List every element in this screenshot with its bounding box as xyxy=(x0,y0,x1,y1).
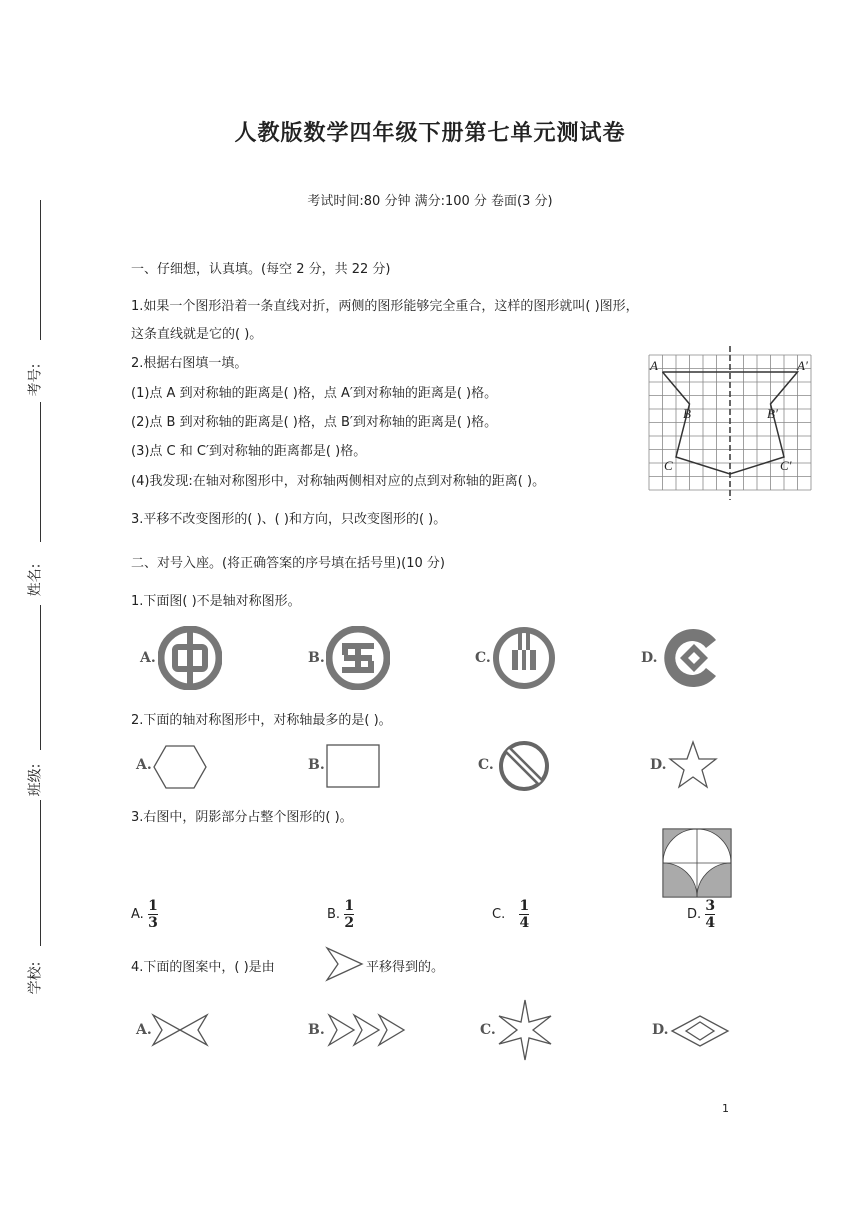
s2q1-option-b-label: B. xyxy=(308,650,325,666)
fraction-a xyxy=(148,898,158,931)
symmetry-grid-figure xyxy=(646,344,814,500)
fraction-d xyxy=(705,898,715,931)
fraction-d-numerator: 3 xyxy=(705,898,716,914)
binding-line-4 xyxy=(40,800,41,946)
double-chevron-facing-icon xyxy=(150,1012,210,1048)
s2-q2-text: 2.下面的轴对称图形中，对称轴最多的是( )。 xyxy=(131,713,392,728)
page-number: 1 xyxy=(722,1102,729,1115)
grid-label-a-prime: A′ xyxy=(797,358,808,373)
fraction-b-denominator: 2 xyxy=(344,915,355,931)
no-entry-sign-icon xyxy=(498,740,550,792)
s2q3-option-c xyxy=(492,898,529,931)
s2-q4-text-after: 平移得到的。 xyxy=(366,960,445,975)
q2-part1: (1)点 A 到对称轴的距离是( )格，点 A′到对称轴的距离是( )格。 xyxy=(131,386,498,401)
bank-of-china-logo-icon xyxy=(158,626,222,690)
abc-bank-logo-icon xyxy=(492,626,556,690)
q2-part2: (2)点 B 到对称轴的距离是( )格，点 B′到对称轴的距离是( )格。 xyxy=(131,415,498,430)
shaded-square-figure xyxy=(662,828,732,898)
s2q3-option-d xyxy=(687,898,715,931)
grid-label-b: B xyxy=(683,406,691,421)
fraction-c-denominator: 4 xyxy=(519,915,530,931)
side-label-exam-no: 考号: xyxy=(27,363,44,397)
s2q4-option-a-label: A. xyxy=(136,1022,152,1038)
fraction-a-numerator: 1 xyxy=(148,898,158,914)
q1-line1: 1.如果一个图形沿着一条直线对折，两侧的图形能够完全重合，这样的图形就叫( )图形， xyxy=(131,299,639,314)
s2q3-option-a xyxy=(131,898,158,931)
s2q3-option-c-label: C. xyxy=(492,907,506,922)
star-burst-icon xyxy=(496,998,554,1062)
s2q3-option-a-label: A. xyxy=(131,907,144,922)
triple-chevron-icon xyxy=(326,1012,410,1048)
s2q2-option-a-label: A. xyxy=(136,757,152,773)
grid-label-a: A xyxy=(650,358,658,373)
s2-q3-text: 3.右图中，阴影部分占整个图形的( )。 xyxy=(131,810,353,825)
chevron-arrow-icon xyxy=(324,944,364,984)
s2q1-option-c-label: C. xyxy=(475,650,491,666)
q2-part4: (4)我发现:在轴对称图形中，对称轴两侧相对应的点到对称轴的距离( )。 xyxy=(131,474,546,489)
q2-stem: 2.根据右图填一填。 xyxy=(131,356,248,371)
diamond-eye-icon xyxy=(670,1014,730,1048)
s2q2-option-d-label: D. xyxy=(650,757,667,773)
side-label-school: 学校: xyxy=(27,961,44,995)
grid-label-c: C xyxy=(664,458,673,473)
grid-label-c-prime: C′ xyxy=(780,458,792,473)
s2-q1-text: 1.下面图( )不是轴对称图形。 xyxy=(131,594,301,609)
q2-part3: (3)点 C 和 C′到对称轴的距离都是( )格。 xyxy=(131,444,367,459)
fraction-b xyxy=(344,898,354,931)
fraction-c-numerator: 1 xyxy=(519,898,530,914)
s2q4-option-b-label: B. xyxy=(308,1022,325,1038)
s2q3-option-b-label: B. xyxy=(327,907,341,922)
s2q3-option-b xyxy=(327,898,354,931)
section2-heading: 二、对号入座。(将正确答案的序号填在括号里)(10 分) xyxy=(131,556,445,571)
binding-line-3 xyxy=(40,605,41,750)
fraction-a-denominator: 3 xyxy=(148,915,158,931)
grid-label-b-prime: B′ xyxy=(767,406,778,421)
page-title: 人教版数学四年级下册第七单元测试卷 xyxy=(234,120,626,146)
hexagon-icon xyxy=(152,744,208,790)
q3-text: 3.平移不改变图形的( )、( )和方向，只改变图形的( )。 xyxy=(131,512,447,527)
binding-line-2 xyxy=(40,402,41,542)
rectangle-icon xyxy=(326,744,382,790)
fraction-b-numerator: 1 xyxy=(344,898,355,914)
side-label-class: 班级: xyxy=(27,763,44,797)
icbc-logo-icon xyxy=(326,626,390,690)
s2q4-option-c-label: C. xyxy=(480,1022,496,1038)
section1-heading: 一、仔细想，认真填。(每空 2 分，共 22 分) xyxy=(131,262,391,277)
s2q4-option-d-label: D. xyxy=(652,1022,669,1038)
ccb-bank-logo-icon xyxy=(660,626,724,690)
s2q2-option-b-label: B. xyxy=(308,757,325,773)
exam-info: 考试时间:80 分钟 满分:100 分 卷面(3 分) xyxy=(307,194,553,209)
binding-line-1 xyxy=(40,200,41,340)
s2q1-option-a-label: A. xyxy=(140,650,156,666)
fraction-d-denominator: 4 xyxy=(705,915,716,931)
s2-q4-text-before: 4.下面的图案中，( )是由 xyxy=(131,960,275,975)
star-icon xyxy=(668,740,718,790)
s2q2-option-c-label: C. xyxy=(478,757,494,773)
q1-line2: 这条直线就是它的( )。 xyxy=(131,327,263,342)
fraction-c xyxy=(519,898,529,931)
s2q1-option-d-label: D. xyxy=(641,650,658,666)
s2q3-option-d-label: D. xyxy=(687,907,702,922)
side-label-name: 姓名: xyxy=(27,563,44,597)
